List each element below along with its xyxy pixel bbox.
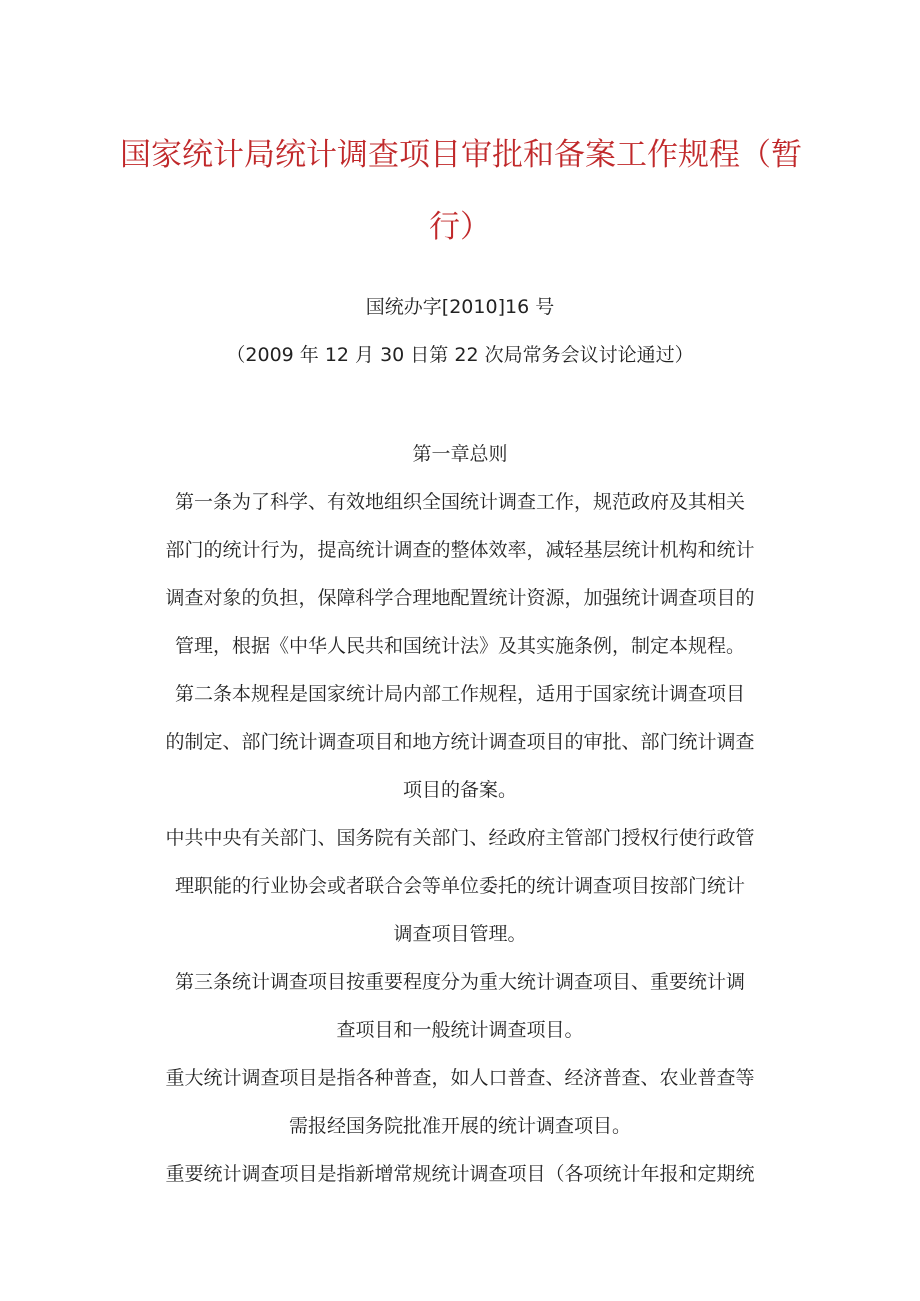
chapter-heading: 第一章总则	[412, 443, 508, 465]
body-line: 重要统计调查项目是指新增常规统计调查项目（各项统计年报和定期统	[165, 1163, 755, 1185]
body-line: 第三条统计调查项目按重要程度分为重大统计调查项目、重要统计调	[174, 971, 745, 993]
body-line: 调查项目管理。	[393, 923, 527, 945]
document-title-line-1: 国家统计局统计调查项目审批和备案工作规程（暂	[120, 137, 802, 173]
adoption-note: （2009 年 12 月 30 日第 22 次局常务会议讨论通过）	[226, 344, 694, 366]
body-line: 第二条本规程是国家统计局内部工作规程，适用于国家统计调查项目	[174, 683, 745, 705]
body-line: 项目的备案。	[402, 779, 517, 801]
body-line: 的制定、部门统计调查项目和地方统计调查项目的审批、部门统计调查	[165, 731, 755, 753]
body-line: 第一条为了科学、有效地组织全国统计调查工作，规范政府及其相关	[174, 491, 745, 513]
body-line: 部门的统计行为，提高统计调查的整体效率，减轻基层统计机构和统计	[165, 539, 755, 561]
body-line: 需报经国务院批准开展的统计调查项目。	[288, 1115, 631, 1137]
document-number: 国统办字[2010]16 号	[365, 296, 555, 318]
body-line: 重大统计调查项目是指各种普查，如人口普查、经济普查、农业普查等	[165, 1067, 755, 1089]
document-title-line-2: 行）	[429, 209, 491, 245]
body-line: 查项目和一般统计调查项目。	[336, 1019, 584, 1041]
body-line: 理职能的行业协会或者联合会等单位委托的统计调查项目按部门统计	[174, 875, 745, 897]
body-line: 管理，根据《中华人民共和国统计法》及其实施条例，制定本规程。	[174, 635, 745, 657]
body-line: 调查对象的负担，保障科学合理地配置统计资源，加强统计调查项目的	[165, 587, 755, 609]
body-line: 中共中央有关部门、国务院有关部门、经政府主管部门授权行使行政管	[165, 827, 755, 849]
